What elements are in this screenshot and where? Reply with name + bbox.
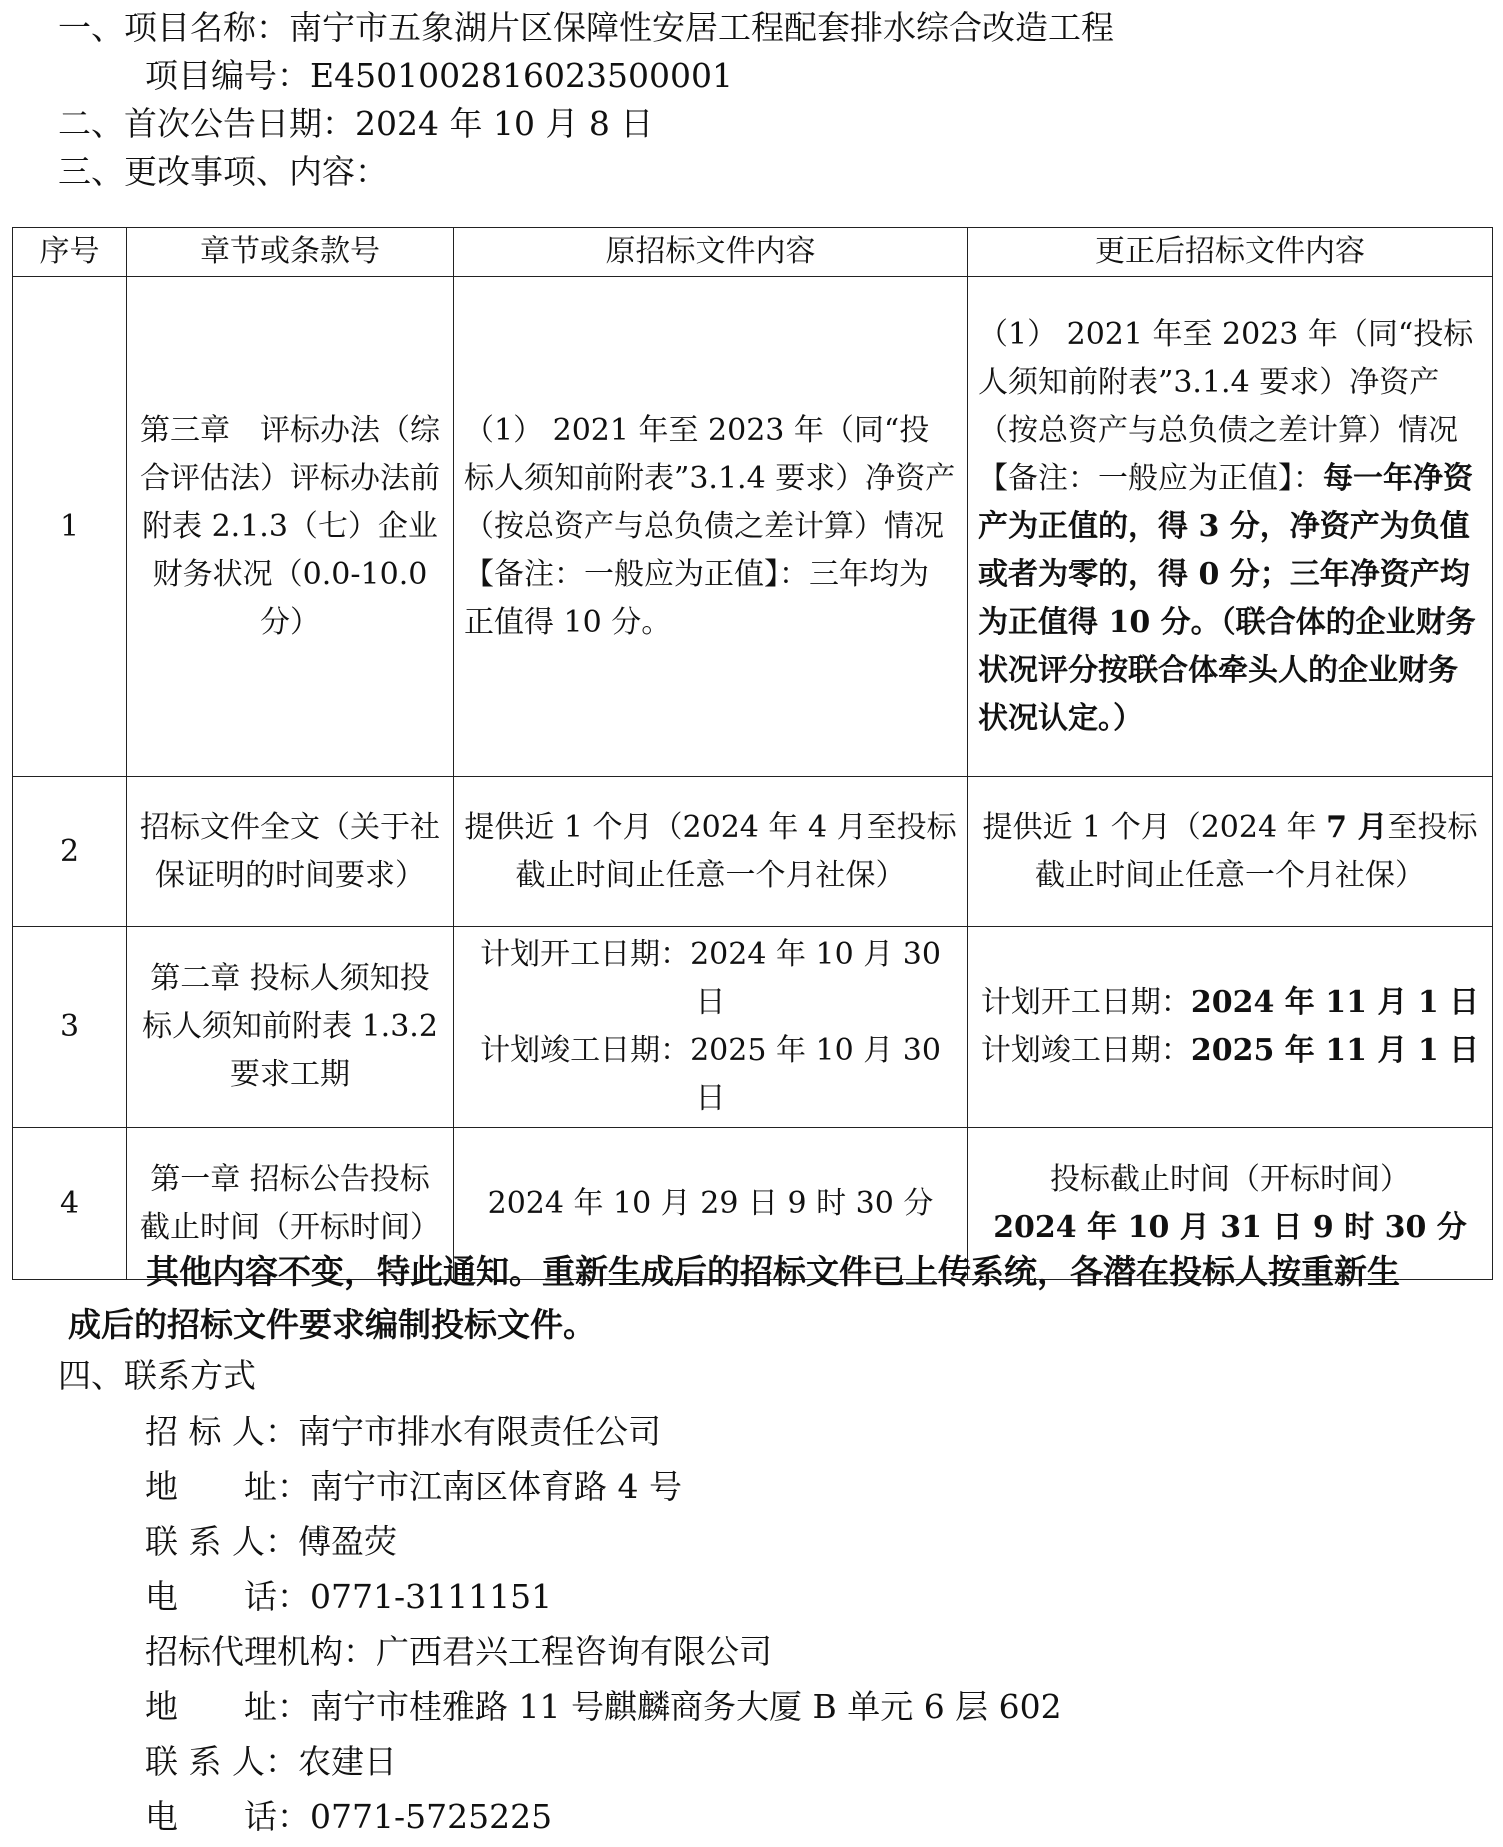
table-header-row [13, 228, 1493, 277]
contact-item [145, 1742, 397, 1782]
changes-table [12, 227, 1493, 1280]
revised-text-bold: 7 月 [1326, 809, 1388, 845]
project-no: E4501002816023500001 [310, 56, 734, 95]
original-start-date: 计划开工日期：2024 年 10 月 30 日 [480, 937, 941, 1020]
revised-end-label: 计划竣工日期： [980, 1033, 1191, 1068]
contact-item [145, 1467, 682, 1507]
row-revised [968, 277, 1493, 777]
project-name: 南宁市五象湖片区保障性安居工程配套排水综合改造工程 [289, 8, 1114, 47]
revised-start-label: 计划开工日期： [980, 985, 1191, 1020]
row-no: 4 [13, 1128, 127, 1280]
contact-heading: 四、联系方式 [58, 1356, 256, 1395]
contact-value: 南宁市桂雅路 11 号麒麟商务大厦 B 单元 6 层 602 [310, 1687, 1062, 1726]
col-header-revised: 更正后招标文件内容 [968, 228, 1493, 277]
revised-end-date [978, 1027, 1482, 1075]
contact-item [145, 1412, 661, 1452]
table-row [13, 777, 1493, 927]
row-revised [968, 927, 1493, 1128]
contact-label: 联 系 人： [145, 1522, 298, 1561]
revised-text: 提供近 1 个月（2024 年 [982, 809, 1327, 845]
contact-label: 电 话： [145, 1797, 310, 1836]
original-end-date: 计划竣工日期：2025 年 10 月 30 日 [480, 1033, 941, 1116]
row-revised [968, 777, 1493, 927]
row-original: （1） 2021 年至 2023 年（同“投标人须知前附表”3.1.4 要求）净资产（按总资产与总负债之差计算）情况【备注：一般应为正值】：三年均为正值得 10 分。 [454, 277, 968, 777]
contact-value: 南宁市江南区体育路 4 号 [310, 1467, 682, 1506]
row-original [454, 927, 968, 1128]
contact-label: 电 话： [145, 1577, 310, 1616]
contact-item [145, 1577, 552, 1617]
row-section: 第二章 投标人须知投标人须知前附表 1.3.2 要求工期 [127, 927, 454, 1128]
contact-value: 0771-5725225 [310, 1797, 553, 1836]
revised-start-value: 2024 年 11 月 1 日 [1190, 985, 1480, 1020]
col-header-no: 序号 [13, 228, 127, 277]
contact-value: 傅盈荧 [297, 1522, 397, 1561]
first-date-line [58, 104, 653, 144]
revised-deadline-label: 投标截止时间（开标时间） [1050, 1161, 1410, 1197]
revised-text: （1） 2021 年至 2023 年（同“投标人须知前附表”3.1.4 要求）净资产（按总资产与总负债之差计算）情况【备注：一般应为正值】： [978, 316, 1474, 496]
project-name-label: 一、项目名称： [58, 8, 289, 47]
revised-text-post: 至投标截止时间止任意一个月社保） [1035, 809, 1478, 893]
contact-item [145, 1522, 397, 1562]
table-row [13, 277, 1493, 777]
revised-text-bold: 每一年净资产为正值的，得 3 分，净资产为负值或者为零的，得 0 分；三年净资产均为正值得 10 分。（联合体的企业财务状况评分按联合体牵头人的企业财务状况认定。） [978, 460, 1476, 736]
row-section: 招标文件全文（关于社保证明的时间要求） [127, 777, 454, 927]
contact-value: 农建日 [297, 1742, 397, 1781]
contact-label: 地 址： [145, 1687, 310, 1726]
row-no: 1 [13, 277, 127, 777]
first-date: 2024 年 10 月 8 日 [355, 104, 654, 143]
row-no: 2 [13, 777, 127, 927]
row-original: 2024 年 10 月 29 日 9 时 30 分 [454, 1128, 968, 1280]
contact-label: 联 系 人： [145, 1742, 298, 1781]
table-row [13, 927, 1493, 1128]
contact-item [145, 1632, 772, 1672]
row-section: 第一章 招标公告投标截止时间（开标时间） [127, 1128, 454, 1280]
row-section: 第三章 评标办法（综合评估法）评标办法前附表 2.1.3（七）企业财务状况（0.0-10.0 分） [127, 277, 454, 777]
col-header-section: 章节或条款号 [127, 228, 454, 277]
revised-start-date [978, 979, 1482, 1027]
contact-label: 招标代理机构： [145, 1632, 376, 1671]
contact-value: 0771-3111151 [310, 1577, 553, 1616]
revised-end-value: 2025 年 11 月 1 日 [1190, 1033, 1480, 1068]
project-name-line [58, 8, 1114, 48]
notice-paragraph: 其他内容不变，特此通知。重新生成后的招标文件已上传系统，各潜在投标人按重新生成后的招标文件要求编制投标文件。 [68, 1252, 1400, 1344]
contact-value: 广西君兴工程咨询有限公司 [376, 1632, 772, 1671]
project-no-line [145, 56, 733, 96]
revised-deadline-value: 2024 年 10 月 31 日 9 时 30 分 [993, 1209, 1467, 1245]
contact-value: 南宁市排水有限责任公司 [297, 1412, 661, 1451]
contact-item [145, 1687, 1062, 1727]
contact-item [145, 1797, 552, 1837]
row-no: 3 [13, 927, 127, 1128]
col-header-original: 原招标文件内容 [454, 228, 968, 277]
first-date-label: 二、首次公告日期： [58, 104, 355, 143]
contact-label: 招 标 人： [145, 1412, 298, 1451]
changes-heading: 三、更改事项、内容： [58, 152, 388, 191]
contact-label: 地 址： [145, 1467, 310, 1506]
row-original: 提供近 1 个月（2024 年 4 月至投标截止时间止任意一个月社保） [454, 777, 968, 927]
project-no-label: 项目编号： [145, 56, 310, 95]
